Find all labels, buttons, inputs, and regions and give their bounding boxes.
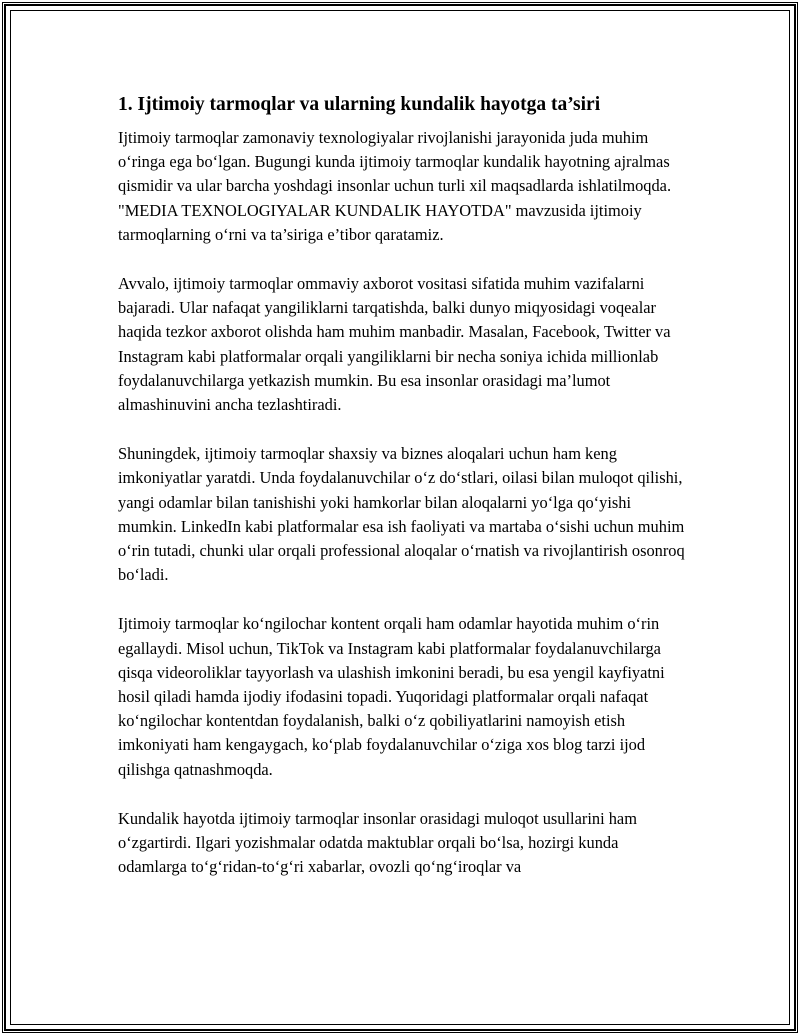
section-heading: 1. Ijtimoiy tarmoqlar va ularning kundalik hayotga ta’siri [118,94,601,115]
paragraph-3: Shuningdek, ijtimoiy tarmoqlar shaxsiy va biznes aloqalari uchun ham keng imkoniyatlar yaratdi. Unda foydalanuvchilar o‘z do‘stlari, oilasi bilan muloqot qilishi, yangi odamlar bilan tanishishi yoki hamkorlar bilan aloqalarni yo‘lga qo‘yishi mumkin. LinkedIn kabi platformalar esa ish faoliyati va martaba o‘sishi uchun muhim o‘rin tutadi, chunki ular orqali professional aloqalar o‘rnatish va rivojlantirish osonroq bo‘ladi. [118,444,685,585]
paragraph-2: Avvalo, ijtimoiy tarmoqlar ommaviy axborot vositasi sifatida muhim vazifalarni bajaradi. Ular nafaqat yangiliklarni tarqatishda, balki dunyo miqyosidagi voqealar haqida tezkor axborot olishda ham muhim manbadir. Masalan, Facebook, Twitter va Instagram kabi platformalar orqali yangiliklarni bir necha soniya ichida millionlab foydalanuvchilarga yetkazish mumkin. Bu esa insonlar orasidagi ma’lumot almashinuvini ancha tezlashtiradi. [118,274,671,415]
paragraph-4: Ijtimoiy tarmoqlar ko‘ngilochar kontent orqali ham odamlar hayotida muhim o‘rin egallaydi. Misol uchun, TikTok va Instagram kabi platformalar foydalanuvchilarga qisqa videoroliklar tayyorlash va ulashish imkonini beradi, bu esa yengil kayfiyatni hosil qiladi hamda ijodiy ifodasini topadi. Yuqoridagi platformalar orqali nafaqat ko‘ngilochar kontentdan foydalanish, balki o‘z qobiliyatlarini namoyish etish imkoniyati ham kengaygach, ko‘plab foydalanuvchilar o‘ziga xos blog tarzi ijod qilishga qatnashmoqda. [118,614,665,779]
document-page [118,92,690,904]
paragraph-1: Ijtimoiy tarmoqlar zamonaviy texnologiyalar rivojlanishi jarayonida juda muhim o‘ringa ega bo‘lgan. Bugungi kunda ijtimoiy tarmoqlar kundalik hayotning ajralmas qismidir va ular barcha yoshdagi insonlar uchun turli xil maqsadlarda ishlatilmoqda. "MEDIA TEXNOLOGIYALAR KUNDALIK HAYOTDA" mavzusida ijtimoiy tarmoqlarning o‘rni va ta’siriga e’tibor qaratamiz. [118,128,672,244]
paragraph-5: Kundalik hayotda ijtimoiy tarmoqlar insonlar orasidagi muloqot usullarini ham o‘zgartirdi. Ilgari yozishmalar odatda maktublar orqali bo‘lsa, hozirgi kunda odamlarga to‘g‘ridan-to‘g‘ri xabarlar, ovozli qo‘ng‘iroqlar va [118,808,637,877]
